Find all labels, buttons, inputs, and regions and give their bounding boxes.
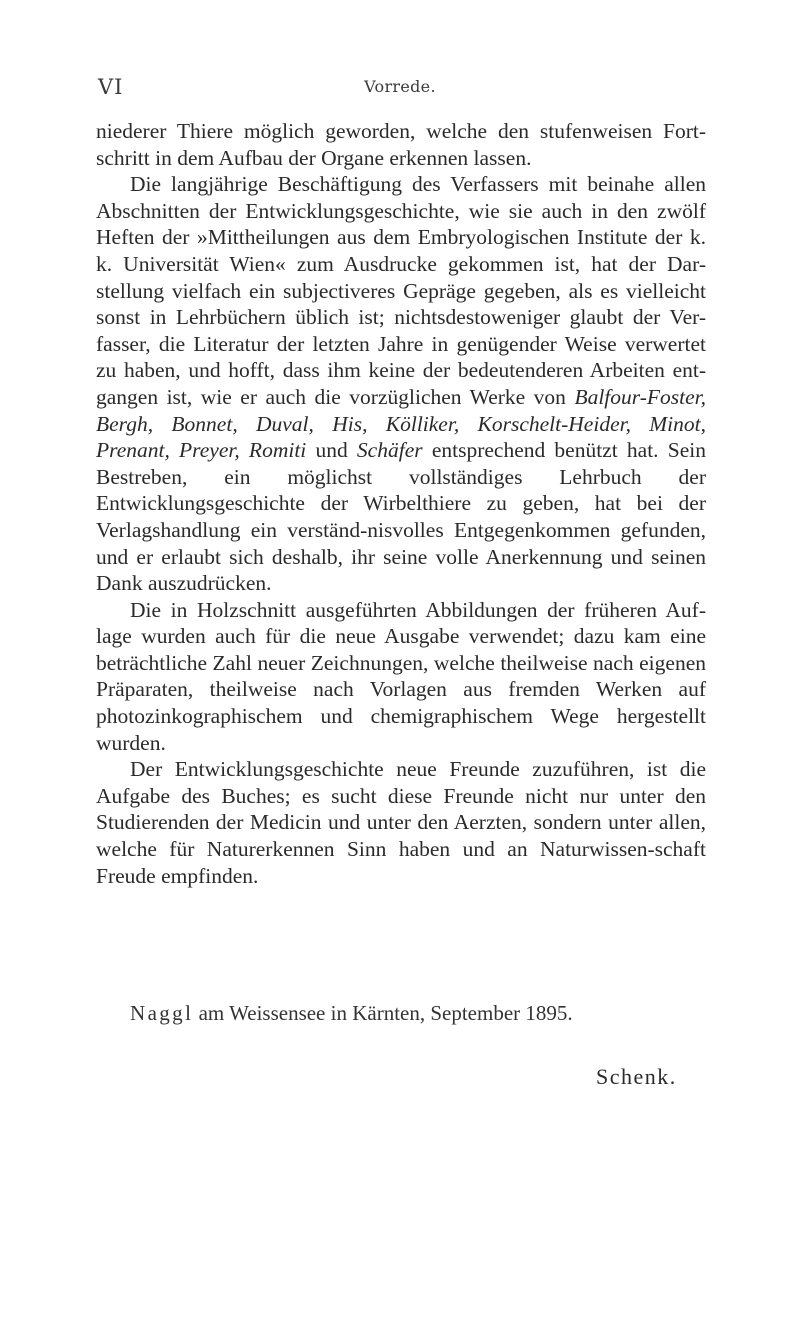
paragraph-2 — [96, 171, 706, 597]
paragraph-2-part-a: Die langjährige Beschäftigung des Verfassers mit beinahe allen Abschnitten der Entwicklungsgeschichte, wie sie auch in den zwölf Heften der »Mittheilungen aus dem Embryologischen Institute der k. k. Universität Wien« zum Ausdrucke gekommen ist, hat der Dar-stellung vielfach ein subjectiveres Gepräge gegeben, als es vielleicht sonst in Lehrbüchern üblich ist; nichtsdestoweniger glaubt der Ver-fasser, die Literatur der letzten Jahre in genügender Weise verwertet zu haben, und hofft, dass ihm keine der bedeutenderen Arbeiten ent-gangen ist, wie er auch die vorzüglichen Werke von — [96, 172, 706, 409]
running-head — [0, 75, 800, 105]
conjunction-und: und — [315, 438, 348, 463]
paragraph-1: niederer Thiere möglich geworden, welche den stufenweisen Fort-schritt in dem Aufbau der Organe erkennen lassen. — [96, 119, 706, 170]
author-name: Schenk. — [596, 1064, 677, 1089]
paragraph-2-part-b: entsprechend benützt hat. Sein Bestreben, ein möglichst vollständiges Lehrbuch der Entwicklungsgeschichte der Wirbelthiere zu geben, hat bei der Verlagshandlung ein verständ-nisvolles Entgegenkommen gefunden, und er erlaubt sich deshalb, ihr seine volle Anerkennung und seinen Dank auszudrücken. — [96, 438, 706, 596]
signature-place: Naggl — [130, 1001, 194, 1025]
cited-author-last: Schäfer — [356, 438, 423, 463]
page-number: VI — [98, 75, 124, 99]
paragraph-3: Die in Holzschnitt ausgeführten Abbildungen der früheren Auf-lage wurden auch für die neue Ausgabe verwendet; dazu kam eine beträchtliche Zahl neuer Zeichnungen, welche theilweise nach eigenen Präparaten, theilweise nach Vorlagen aus fremden Werken auf photozinkographischem und chemigraphischem Wege hergestellt wurden. — [96, 597, 706, 755]
page-title: Vorrede. — [364, 77, 436, 96]
cited-authors: Balfour-Foster, Bergh, Bonnet, Duval, His, Kölliker, Korschelt-Heider, Minot, Prenant, Preyer, Romiti — [96, 384, 706, 463]
preface-body — [96, 118, 706, 889]
paragraph-4: Der Entwicklungsgeschichte neue Freunde zuzuführen, ist die Aufgabe des Buches; es sucht diese Freunde nicht nur unter den Studierenden der Medicin und unter den Aerzten, sondern unter allen, welche für Naturerkennen Sinn haben und an Naturwissen-schaft Freude empfinden. — [96, 757, 706, 888]
signature-location-date: am Weissensee in Kärnten, September 1895. — [198, 1001, 573, 1025]
signature-line — [130, 1001, 573, 1026]
